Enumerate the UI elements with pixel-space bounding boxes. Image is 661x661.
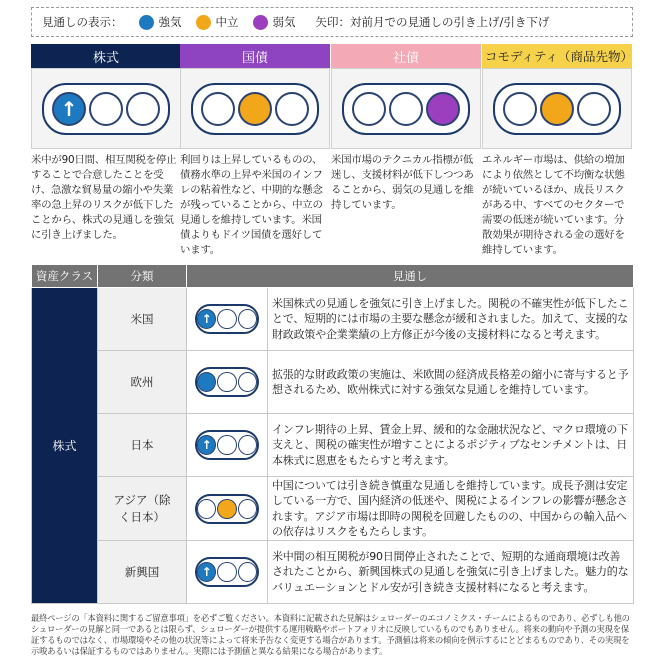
panel-signal-area xyxy=(331,68,481,149)
signal-cell xyxy=(187,541,268,604)
signal-light-bullish xyxy=(352,92,386,126)
legend-dot-bearish xyxy=(253,15,268,30)
legend-arrow-note: 矢印：対前月での見通しの引き上げ/引き下げ xyxy=(315,15,550,29)
category-cell: 欧州 xyxy=(98,351,187,414)
table-row xyxy=(32,351,634,414)
signal-indicator xyxy=(195,367,259,397)
signal-indicator xyxy=(195,430,259,460)
category-cell: 米国 xyxy=(98,288,187,351)
signal-light-neutral xyxy=(217,309,236,329)
panel-title: 国債 xyxy=(180,44,330,68)
signal-light-bearish xyxy=(426,92,460,126)
table-row xyxy=(32,288,634,351)
panel-description: エネルギー市場は、供給の増加により依然として不均衡な状態が続いているほか、成長リスクがある中、すべてのセクターで需要の低迷が続いています。分散効果が期待される金の選好を維持しています。 xyxy=(482,154,625,256)
legend-dot-bullish xyxy=(139,15,154,30)
signal-light-bearish xyxy=(238,435,257,455)
signal-light-bearish xyxy=(275,92,309,126)
panel-description: 米国市場のテクニカル指標が低迷し、支援材料が低下しつつあることから、弱気の見通しを維持しています。 xyxy=(331,154,474,211)
category-cell: 新興国 xyxy=(98,541,187,604)
signal-light-bearish xyxy=(238,309,257,329)
signal-indicator xyxy=(342,83,470,135)
signal-light-bullish xyxy=(197,562,216,582)
table-row xyxy=(32,541,634,604)
signal-indicator xyxy=(42,83,170,135)
outlook-text-cell: 中国については引き続き慎重な見通しを維持しています。成長予測は安定している一方で、国内経済の低迷や、関税によるインフレの影響が懸念されます。アジア市場は即時の関税を回避したものの、中国からの輸入品への依存はリスクをもたらします。 xyxy=(268,477,634,541)
signal-light-bullish xyxy=(52,92,86,126)
legend-label-neutral: 中立 xyxy=(215,15,239,29)
signal-light-bearish xyxy=(238,372,257,392)
panel-title: コモディティ（商品先物） xyxy=(482,44,632,68)
panel-title: 株式 xyxy=(31,44,181,68)
table-header-row xyxy=(32,265,634,288)
signal-cell xyxy=(187,351,268,414)
legend-dot-neutral xyxy=(196,15,211,30)
signal-light-bullish xyxy=(197,435,216,455)
signal-indicator xyxy=(493,83,621,135)
category-cell xyxy=(98,477,187,541)
signal-light-neutral xyxy=(217,499,236,519)
outlook-text-cell: インフレ期待の上昇、賃金上昇、緩和的な金融状況など、マクロ環境の下支えと、関税の確実性が増すことによるポジティブなセンチメントは、日本株式に恩恵をもたらすと考えます。 xyxy=(268,414,634,477)
header-outlook: 見通し xyxy=(187,265,634,288)
signal-light-neutral xyxy=(217,372,236,392)
category-cell: 日本 xyxy=(98,414,187,477)
panel-signal-area xyxy=(482,68,632,149)
signal-light-neutral xyxy=(540,92,574,126)
signal-light-neutral xyxy=(389,92,423,126)
legend-title: 見通しの表示： xyxy=(42,15,123,29)
signal-light-neutral xyxy=(217,435,236,455)
outlook-text-cell: 拡張的な財政政策の実施は、米欧間の経済成長格差の縮小に寄与すると予想されるため、欧州株式に対する強気な見通しを維持しています。 xyxy=(268,351,634,414)
panel-government-bonds xyxy=(180,44,330,258)
legend-label-bearish: 弱気 xyxy=(272,15,296,29)
outlook-text-cell: 米国株式の見通しを強気に引き上げました。関税の不確実性が低下したことで、短期的には市場の主要な懸念が緩和されました。加えて、支援的な財政政策や企業業績の上方修正が今後の支援材料になると考えます。 xyxy=(268,288,634,351)
signal-indicator xyxy=(195,304,259,334)
signal-light-bullish xyxy=(197,499,216,519)
signal-light-neutral xyxy=(217,562,236,582)
panel-description: 米中が90日間、相互関税を停止することで合意したことを受け、急激な貿易量の縮小や失業率の急上昇のリスクが低下したことから、株式の見通しを強気に引き上げました。 xyxy=(31,154,177,241)
outlook-text-cell: 米中間の相互関税が90日間停止されたことで、短期的な通商環境は改善されたことから、新興国株式の見通しを強気に引き上げました。魅力的なバリュエーションとドル安が引き続き支援材料になると考えます。 xyxy=(268,541,634,604)
signal-indicator xyxy=(191,83,319,135)
signal-cell xyxy=(187,477,268,541)
up-arrow-icon: ↑ xyxy=(201,438,212,452)
signal-cell xyxy=(187,288,268,351)
panel-corporate-bonds xyxy=(331,44,481,213)
table-row xyxy=(32,414,634,477)
signal-indicator xyxy=(195,494,259,524)
signal-light-bullish xyxy=(197,309,216,329)
panel-signal-area xyxy=(31,68,181,149)
category-label: アジア（除く日本） xyxy=(113,492,171,524)
up-arrow-icon: ↑ xyxy=(201,565,212,579)
up-arrow-icon: ↑ xyxy=(60,96,78,121)
legend xyxy=(31,7,633,37)
legend-label-bullish: 強気 xyxy=(158,15,182,29)
panel-title: 社債 xyxy=(331,44,481,68)
panel-equities xyxy=(31,44,181,243)
outlook-table xyxy=(31,264,634,604)
signal-light-bearish xyxy=(238,562,257,582)
panel-commodities xyxy=(482,44,632,258)
up-arrow-icon: ↑ xyxy=(201,312,212,326)
disclaimer-footer: 最終ページの「本資料に関するご留意事項」を必ずご覧ください。本資料に記載された見解はシュローダーのエコノミクス・チームによるものであり、必ずしも他のシュローダーの見解と同一であるとは限らず、シュローダーが提供する運用戦略やポートフォリオに反映しているものでもありません。将来の動向や予測の実現を保証するものではなく、市場環境やその他の状況等によって将来予告なく変更する場合があります。予測値は将来の傾向を例示するにとどまるものであり、その実現を示唆あるいは保証するものではありません。実際には予測値と異なる結果になる場合があります。 xyxy=(31,613,630,656)
table-row xyxy=(32,477,634,541)
header-category: 分類 xyxy=(98,265,187,288)
signal-light-bearish xyxy=(238,499,257,519)
signal-light-bullish xyxy=(503,92,537,126)
signal-indicator xyxy=(195,557,259,587)
signal-cell xyxy=(187,414,268,477)
signal-light-bullish xyxy=(197,372,216,392)
panel-signal-area xyxy=(180,68,330,149)
header-asset-class: 資産クラス xyxy=(32,265,98,288)
signal-light-neutral xyxy=(89,92,123,126)
signal-light-bullish xyxy=(201,92,235,126)
panel-description: 利回りは上昇しているものの、債務水準の上昇や米国のインフレの粘着性など、中期的な懸念が残っていることから、中立の見通しを維持しています。米国債よりもドイツ国債を選好しています。 xyxy=(180,154,323,256)
signal-light-bearish xyxy=(577,92,611,126)
signal-light-bearish xyxy=(126,92,160,126)
signal-light-neutral xyxy=(238,92,272,126)
asset-class-cell: 株式 xyxy=(32,288,98,604)
